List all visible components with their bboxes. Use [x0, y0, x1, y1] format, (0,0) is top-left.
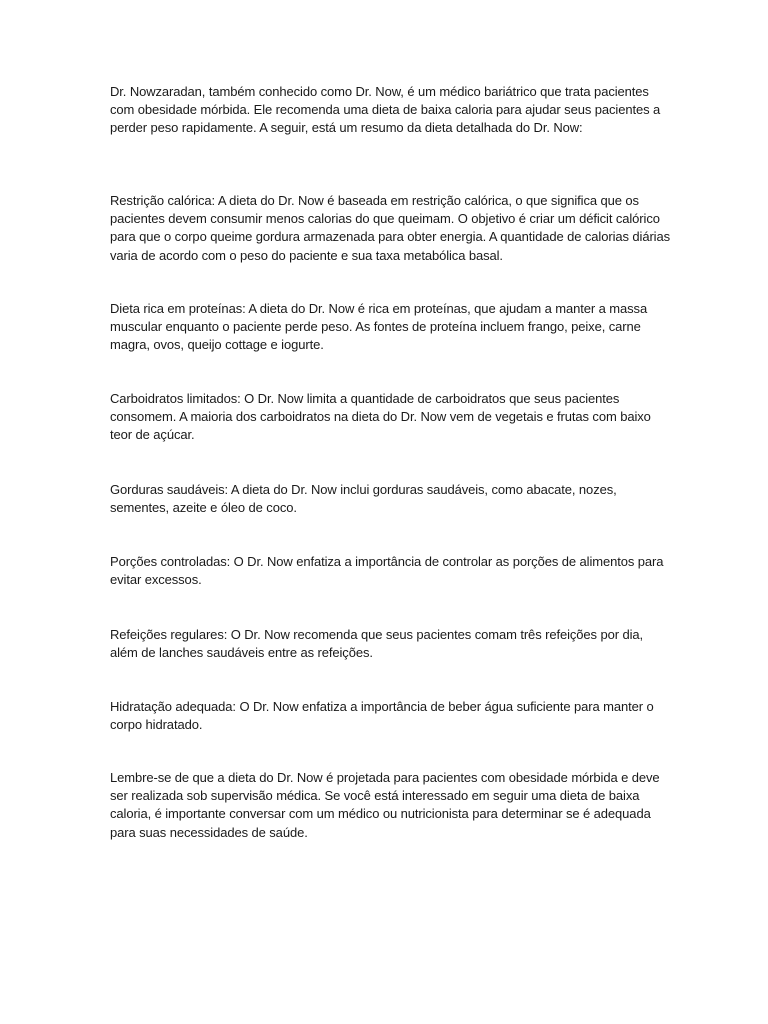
healthy-fats-paragraph: Gorduras saudáveis: A dieta do Dr. Now inclui gorduras saudáveis, como abacate, nozes, sementes, azeite e óleo de coco. [110, 482, 617, 516]
closing-paragraph: Lembre-se de que a dieta do Dr. Now é projetada para pacientes com obesidade mórbida e deve ser realizada sob supervisão médica. Se você está interessado em seguir uma dieta de baixa caloria, é importante conversar com um médico ou nutricionista para determinar se é adequada para suas necessidades de saúde. [110, 770, 660, 840]
intro-paragraph: Dr. Nowzaradan, também conhecido como Dr. Now, é um médico bariátrico que trata pacientes com obesidade mórbida. Ele recomenda uma dieta de baixa caloria para ajudar seus pacientes a perder peso rapidamente. A seguir, está um resumo da dieta detalhada do Dr. Now: [110, 84, 661, 136]
protein-paragraph: Dieta rica em proteínas: A dieta do Dr. Now é rica em proteínas, que ajudam a manter a massa muscular enquanto o paciente perde peso. As fontes de proteína incluem frango, peixe, carne magra, ovos, queijo cottage e iogurte. [110, 301, 648, 353]
regular-meals-paragraph: Refeições regulares: O Dr. Now recomenda que seus pacientes comam três refeições por dia, além de lanches saudáveis entre as refeições. [110, 627, 644, 661]
carbohydrates-paragraph: Carboidratos limitados: O Dr. Now limita a quantidade de carboidratos que seus pacientes consomem. A maioria dos carboidratos na dieta do Dr. Now vem de vegetais e frutas com baixo teor de açúcar. [110, 391, 651, 443]
hydration-paragraph: Hidratação adequada: O Dr. Now enfatiza a importância de beber água suficiente para manter o corpo hidratado. [110, 699, 654, 733]
portions-paragraph: Porções controladas: O Dr. Now enfatiza a importância de controlar as porções de alimentos para evitar excessos. [110, 554, 664, 588]
caloric-restriction-paragraph: Restrição calórica: A dieta do Dr. Now é baseada em restrição calórica, o que significa que os pacientes devem consumir menos calorias do que queimam. O objetivo é criar um déficit calórico para que o corpo queime gordura armazenada para obter energia. A quantidade de calorias diárias varia de acordo com o peso do paciente e sua taxa metabólica basal. [110, 193, 670, 263]
